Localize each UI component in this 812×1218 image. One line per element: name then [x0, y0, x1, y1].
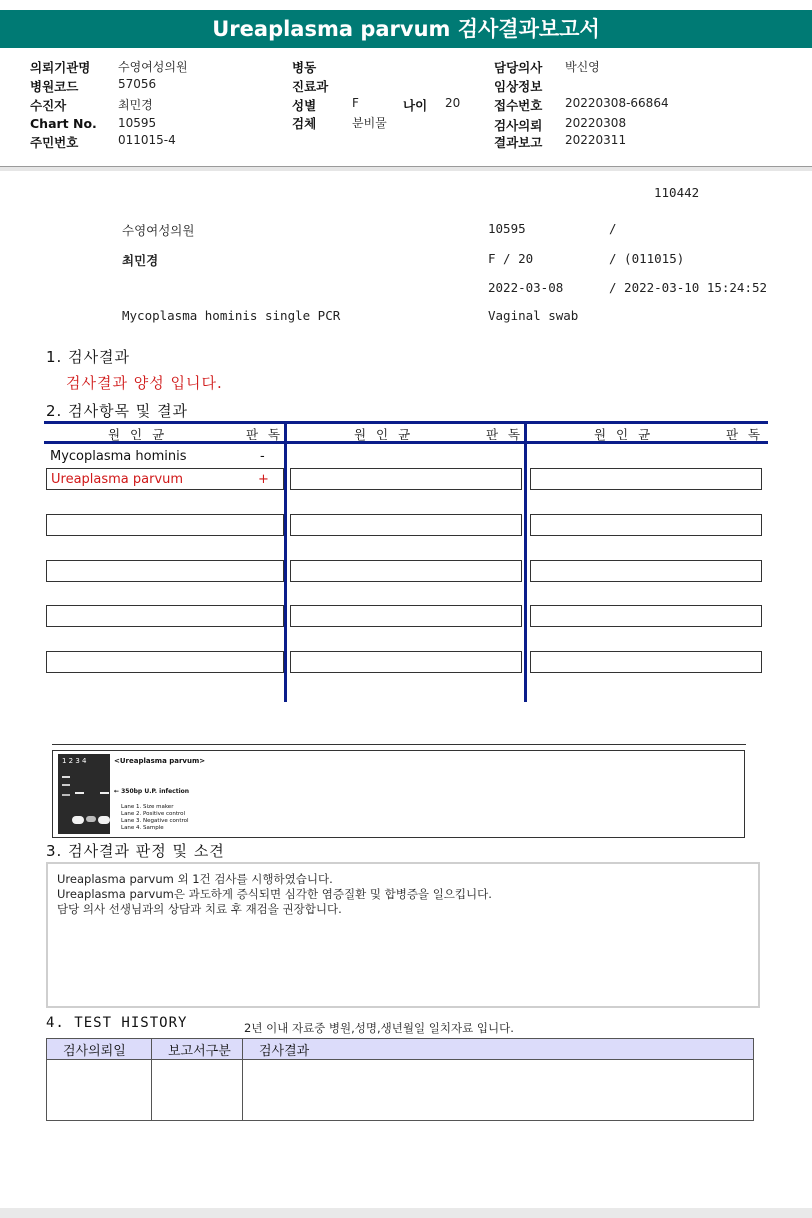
gel-panel-top-rule	[52, 744, 746, 745]
history-note: 2년 이내 자료중 병원,성명,생년월일 일치자료 입니다.	[244, 1021, 514, 1035]
column-divider-1	[284, 424, 287, 702]
section1-result: 검사결과 양성 입니다.	[66, 374, 223, 392]
dept-label: 진료과	[292, 79, 329, 94]
patient-info-header	[0, 48, 812, 167]
body-patient: 최민경	[122, 253, 159, 268]
column-divider-2	[524, 424, 527, 702]
col-judgement-2: 판 독	[486, 427, 524, 442]
body-institution: 수영여성의원	[122, 223, 195, 238]
sex-label: 성별	[292, 98, 317, 113]
resident-label: 주민번호	[30, 135, 79, 150]
col-pathogen-2: 원 인 균	[354, 427, 414, 442]
result-cell	[530, 560, 762, 582]
body-receipt-date: 2022-03-08	[488, 280, 564, 295]
body-sex-age: F / 20	[488, 251, 534, 266]
result-cell	[530, 514, 762, 536]
hospital-code-value: 57056	[118, 77, 157, 91]
opinion-line-1: Ureaplasma parvum 외 1건 검사를 시행하였습니다.	[57, 872, 333, 886]
history-col-report-type: 보고서구분	[152, 1039, 243, 1060]
section1-heading: 1. 검사결과	[46, 348, 131, 366]
ward-label: 병동	[292, 60, 317, 75]
history-col-result: 검사결과	[243, 1039, 754, 1060]
gel-legend-1: Lane 1. Size maker	[121, 804, 174, 810]
institution-label: 의뢰기관명	[30, 60, 91, 75]
institution-value: 수영여성의원	[118, 60, 188, 74]
body-specimen: Vaginal swab	[488, 308, 579, 323]
col-pathogen-1: 원 인 균	[108, 427, 168, 442]
gel-band	[62, 776, 70, 778]
result-value-1: -	[260, 449, 265, 464]
doctor-value: 박신영	[565, 60, 600, 74]
result-value-2: +	[258, 472, 269, 487]
specimen-value: 분비물	[352, 116, 387, 130]
report-label: 결과보고	[494, 135, 543, 150]
specimen-label: 검체	[292, 116, 317, 131]
result-pathogen-2: Ureaplasma parvum	[51, 472, 184, 487]
chart-label: Chart No.	[30, 116, 97, 131]
result-cell	[530, 605, 762, 627]
result-cell	[46, 651, 284, 673]
gel-band	[100, 792, 109, 794]
opinion-line-3: 담당 의사 선생님과의 상담과 치료 후 재검을 권장합니다.	[57, 902, 342, 916]
section3-heading: 3. 검사결과 판정 및 소견	[46, 842, 225, 860]
receipt-value: 20220308-66864	[565, 96, 669, 110]
chart-value: 10595	[118, 116, 157, 130]
gel-band	[62, 794, 70, 796]
age-label: 나이	[403, 98, 428, 113]
request-value: 20220308	[565, 116, 627, 130]
sex-value: F	[352, 96, 359, 110]
body-slash: /	[609, 221, 617, 236]
history-cell	[243, 1060, 754, 1121]
gel-legend-3: Lane 3. Negative control	[121, 818, 189, 824]
gel-title: <Ureaplasma parvum>	[114, 757, 206, 765]
gel-legend-2: Lane 2. Positive control	[121, 811, 186, 817]
table-top-rule	[44, 421, 768, 424]
result-cell	[290, 560, 522, 582]
result-pathogen-1: Mycoplasma hominis	[50, 449, 187, 464]
result-cell	[290, 651, 522, 673]
body-report-datetime: / 2022-03-10 15:24:52	[609, 280, 768, 295]
section4-heading: 4. TEST HISTORY	[46, 1015, 188, 1031]
age-value: 20	[445, 96, 461, 110]
report-title: Ureaplasma parvum 검사결과보고서	[0, 10, 812, 48]
opinion-line-2: Ureaplasma parvum은 과도하게 증식되면 심각한 염증질환 및 합병증을 일으킵니다.	[57, 887, 492, 901]
gel-band	[72, 816, 84, 824]
result-cell	[290, 514, 522, 536]
result-cell	[530, 651, 762, 673]
table-row	[47, 1060, 754, 1121]
test-history-table	[46, 1038, 754, 1121]
doctor-label: 담당의사	[494, 60, 543, 75]
history-cell	[47, 1060, 152, 1121]
gel-marker-label: ← 350bp U.P. infection	[114, 788, 190, 795]
result-cell	[46, 605, 284, 627]
result-cell	[530, 468, 762, 490]
body-chart: 10595	[488, 221, 526, 236]
report-value: 20220311	[565, 133, 627, 147]
request-label: 검사의뢰	[494, 118, 543, 133]
gel-band	[75, 792, 84, 794]
col-pathogen-3: 원 인 균	[594, 427, 654, 442]
col-judgement-1: 판 독	[246, 427, 284, 442]
hospital-code-label: 병원코드	[30, 79, 79, 94]
history-col-request-date: 검사의뢰일	[47, 1039, 152, 1060]
gel-band	[86, 816, 96, 822]
result-cell	[290, 468, 522, 490]
gel-electrophoresis-image	[58, 754, 110, 834]
gel-lane-numbers: 1 2 3 4	[62, 757, 87, 765]
result-cell	[46, 514, 284, 536]
resident-value: 011015-4	[118, 133, 176, 147]
clinical-label: 임상정보	[494, 79, 543, 94]
col-judgement-3: 판 독	[726, 427, 764, 442]
gel-band	[98, 816, 110, 824]
gel-legend-4: Lane 4. Sample	[121, 825, 164, 831]
receipt-label: 접수번호	[494, 98, 543, 113]
result-cell	[290, 605, 522, 627]
report-code: 110442	[654, 185, 700, 200]
history-cell	[152, 1060, 243, 1121]
result-cell	[46, 560, 284, 582]
gel-band	[62, 784, 70, 786]
body-birth: / (011015)	[609, 251, 685, 266]
section2-heading: 2. 검사항목 및 결과	[46, 402, 189, 420]
separator	[0, 167, 812, 171]
page-bottom-strip	[0, 1208, 812, 1218]
patient-value: 최민경	[118, 98, 153, 112]
patient-label: 수진자	[30, 98, 67, 113]
body-test-name: Mycoplasma hominis single PCR	[122, 308, 341, 323]
